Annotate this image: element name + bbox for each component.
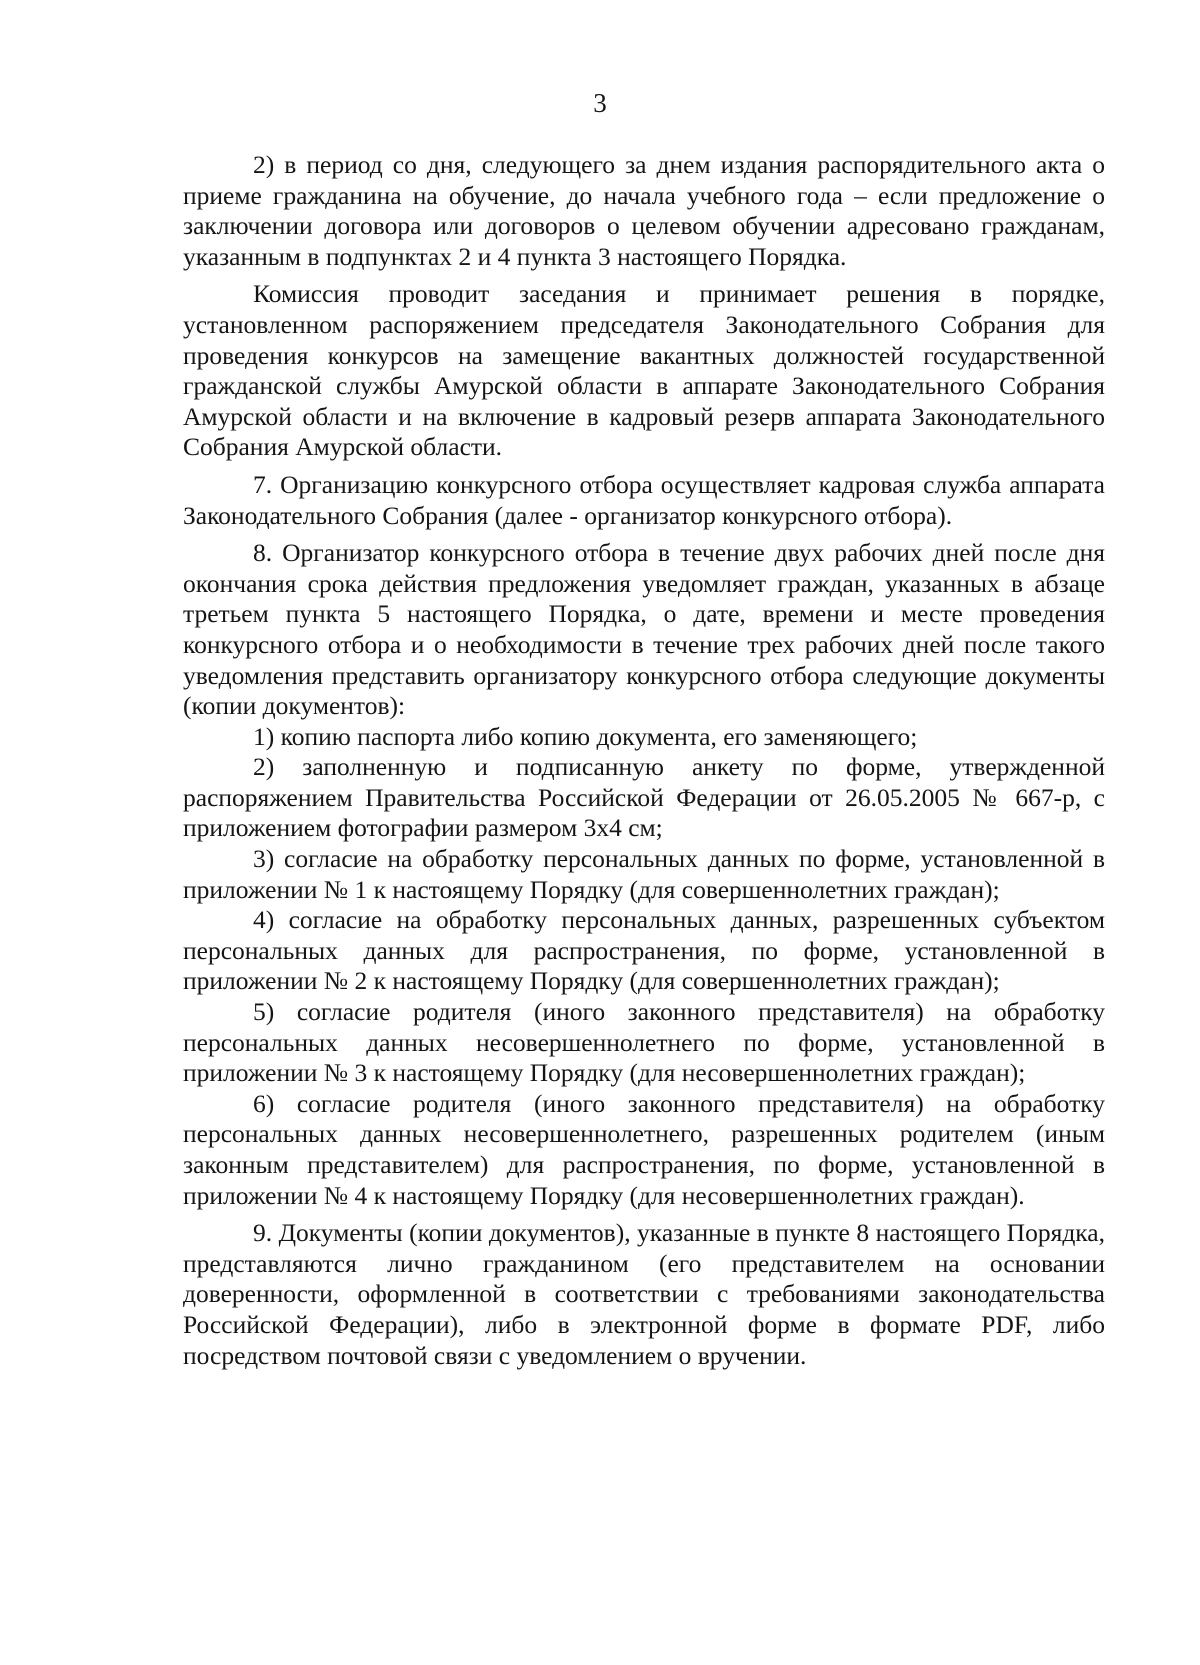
list-item-3: 3) согласие на обработку персональных данных по форме, установленной в приложении № 1 к настоящему Порядку (для совершеннолетних граждан); <box>183 844 1105 904</box>
paragraph-8: 8. Организатор конкурсного отбора в течение двух рабочих дней после дня окончания срока действия предложения уведомляет граждан, указанных в абзаце третьем пункта 5 настоящего Порядка, о дате, времени и месте проведения конкурсного отбора и о необходимости в течение трех рабочих дней после такого уведомления представить организатору конкурсного отбора следующие документы (копии документов): <box>183 538 1105 721</box>
list-item-2: 2) заполненную и подписанную анкету по форме, утвержденной распоряжением Правительства Российской Федерации от 26.05.2005 № 667-р, с приложением фотографии размером 3х4 см; <box>183 752 1105 843</box>
list-item-1: 1) копию паспорта либо копию документа, его заменяющего; <box>253 721 918 751</box>
paragraph-7: 7. Организацию конкурсного отбора осуществляет кадровая служба аппарата Законодательного Собрания (далее - организатор конкурсного отбора). <box>183 469 1105 530</box>
paragraph-9: 9. Документы (копии документов), указанные в пункте 8 настоящего Порядка, представляются лично гражданином (его представителем на основании доверенности, оформленной в соответствии с требованиями законодательства Российской Федерации), либо в электронной форме в формате PDF, либо посредством почтовой связи с уведомлением о вручении. <box>183 1218 1105 1370</box>
paragraph-commission: Комиссия проводит заседания и принимает решения в порядке, установленном распоряжением председателя Законодательного Собрания для проведения конкурсов на замещение вакантных должностей государственной гражданской службы Амурской области в аппарате Законодательного Собрания Амурской области и на включение в кадровый резерв аппарата Законодательного Собрания Амурской области. <box>183 279 1105 462</box>
list-item-4: 4) согласие на обработку персональных данных, разрешенных субъектом персональных данных для распространения, по форме, установленной в приложении № 2 к настоящему Порядку (для совершеннолетних граждан); <box>183 905 1105 996</box>
list-item-5: 5) согласие родителя (иного законного представителя) на обработку персональных данных несовершеннолетнего по форме, установленной в приложении № 3 к настоящему Порядку (для несовершеннолетних граждан); <box>183 997 1105 1088</box>
paragraph-item-2: 2) в период со дня, следующего за днем издания распорядительного акта о приеме гражданина на обучение, до начала учебного года – если предложение о заключении договора или договоров о целевом обучении адресовано гражданам, указанным в подпунктах 2 и 4 пункта 3 настоящего Порядка. <box>183 150 1105 271</box>
list-item-6: 6) согласие родителя (иного законного представителя) на обработку персональных данных несовершеннолетнего, разрешенных родителем (иным законным представителем) для распространения, по форме, установленной в приложении № 4 к настоящему Порядку (для несовершеннолетних граждан). <box>183 1088 1105 1210</box>
document-body <box>183 150 1105 1371</box>
page-number: 3 <box>593 88 607 118</box>
